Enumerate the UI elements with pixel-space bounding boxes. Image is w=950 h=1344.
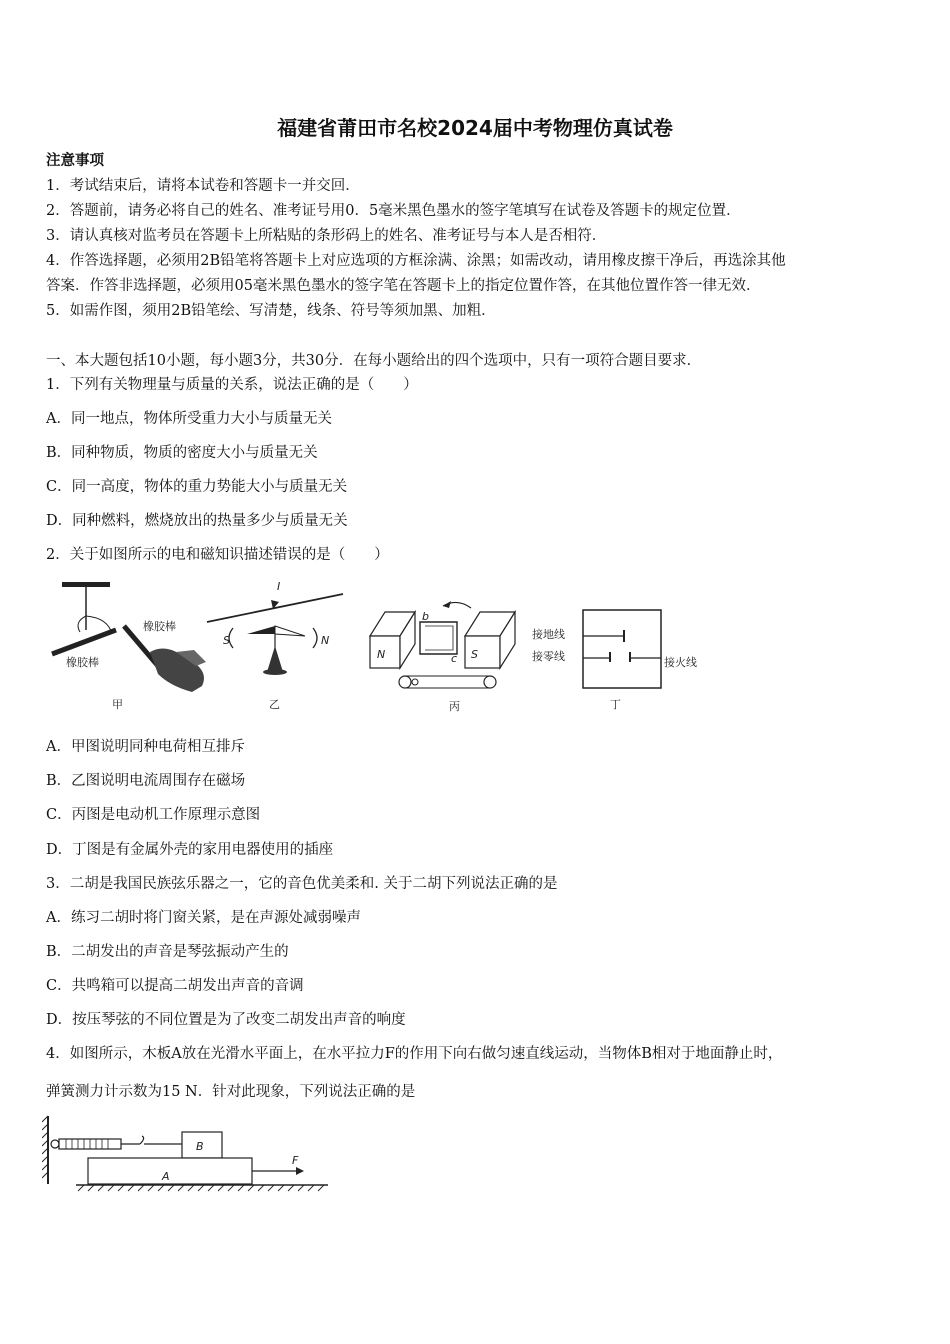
q4-stem-line-1: 4．如图所示，木板A放在光滑水平面上，在水平拉力F的作用下向右做匀速直线运动，当物体B相对于地面静止时， [46,1046,783,1062]
q4-figure [42,1112,332,1192]
yi-caption: 乙 [269,698,280,711]
q2-figure-jia [46,578,216,718]
q2-option-b: B．乙图说明电流周围存在磁场 [46,773,246,789]
rotation-arrow-icon [443,601,451,608]
notice-item-4: 4．作答选择题，必须用2B铅笔将答题卡上对应选项的方框涂满、涂黑；如需改动，请用橡皮擦干净后，再选涂其他 [46,253,786,269]
ding-neutral-label: 接零线 [532,650,565,663]
page-title: 福建省莆田市名校2024届中考物理仿真试卷 [277,116,673,140]
q3-stem: 3．二胡是我国民族弦乐器之一，它的音色优美柔和. 关于二胡下列说法正确的是 [46,876,558,892]
q2-option-d: D．丁图是有金属外壳的家用电器使用的插座 [46,842,334,858]
q2-figure-ding [530,608,715,714]
q1-stem: 1．下列有关物理量与质量的关系，说法正确的是（ ） [46,377,418,393]
q1-option-c: C．同一高度，物体的重力势能大小与质量无关 [46,479,348,495]
bing-south-label: S [471,648,478,661]
notice-item-3: 3．请认真核对监考员在答题卡上所粘贴的条形码上的姓名、准考证号与本人是否相符． [46,228,607,244]
board-a-label: A [162,1170,170,1183]
q2-option-c: C．丙图是电动机工作原理示意图 [46,807,261,823]
q1-option-d: D．同种燃料，燃烧放出的热量多少与质量无关 [46,513,348,529]
yi-south-label: S [223,634,230,647]
yi-current-label: I [277,580,281,593]
block-b-label: B [196,1140,204,1153]
q2-figure-yi [205,576,350,718]
q3-option-d: D．按压琴弦的不同位置是为了改变二胡发出声音的响度 [46,1012,406,1028]
section-heading: 一、本大题包括10小题，每小题3分，共30分．在每小题给出的四个选项中，只有一项符合题目要求． [46,353,702,369]
q1-option-b: B．同种物质，物质的密度大小与质量无关 [46,445,318,461]
notice-item-2: 2．答题前，请务必将自己的姓名、准考证号用0．5毫米黑色墨水的签字笔填写在试卷及答题卡的规定位置． [46,203,741,219]
q3-option-c: C．共鸣箱可以提高二胡发出声音的音调 [46,978,304,994]
q1-option-a: A．同一地点，物体所受重力大小与质量无关 [46,411,332,427]
notice-item-4-cont: 答案．作答非选择题，必须用05毫米黑色墨水的签字笔在答题卡上的指定位置作答，在其他位置作答一律无效． [46,278,761,294]
bing-b-label: b [422,610,429,623]
notice-heading: 注意事项 [46,152,104,169]
force-arrow-icon [296,1167,304,1175]
q2-stem: 2．关于如图所示的电和磁知识描述错误的是（ ） [46,547,389,563]
notice-item-1: 1．考试结束后，请将本试卷和答题卡一并交回． [46,178,360,194]
yi-north-label: N [321,634,330,647]
jia-rod-label-1: 橡胶棒 [143,620,176,633]
q2-option-a: A．甲图说明同种电荷相互排斥 [46,739,245,755]
bing-caption: 丙 [449,700,460,713]
q3-option-a: A．练习二胡时将门窗关紧，是在声源处减弱噪声 [46,910,361,926]
q3-option-b: B．二胡发出的声音是琴弦振动产生的 [46,944,289,960]
bing-c-label: c [451,652,458,665]
jia-rod-label-2: 橡胶棒 [66,656,99,669]
notice-item-5: 5．如需作图，须用2B铅笔绘、写清楚，线条、符号等须加黑、加粗． [46,303,496,319]
q4-stem-line-2: 弹簧测力计示数为15 N．针对此现象，下列说法正确的是 [46,1084,416,1100]
q2-figure-bing [365,596,525,718]
ding-caption: 丁 [610,698,621,711]
bing-north-label: N [377,648,386,661]
ding-live-label: 接火线 [664,656,697,669]
board-a [88,1158,252,1184]
jia-caption: 甲 [112,698,123,711]
ding-ground-label: 接地线 [532,628,565,641]
force-f-label: F [292,1154,299,1167]
